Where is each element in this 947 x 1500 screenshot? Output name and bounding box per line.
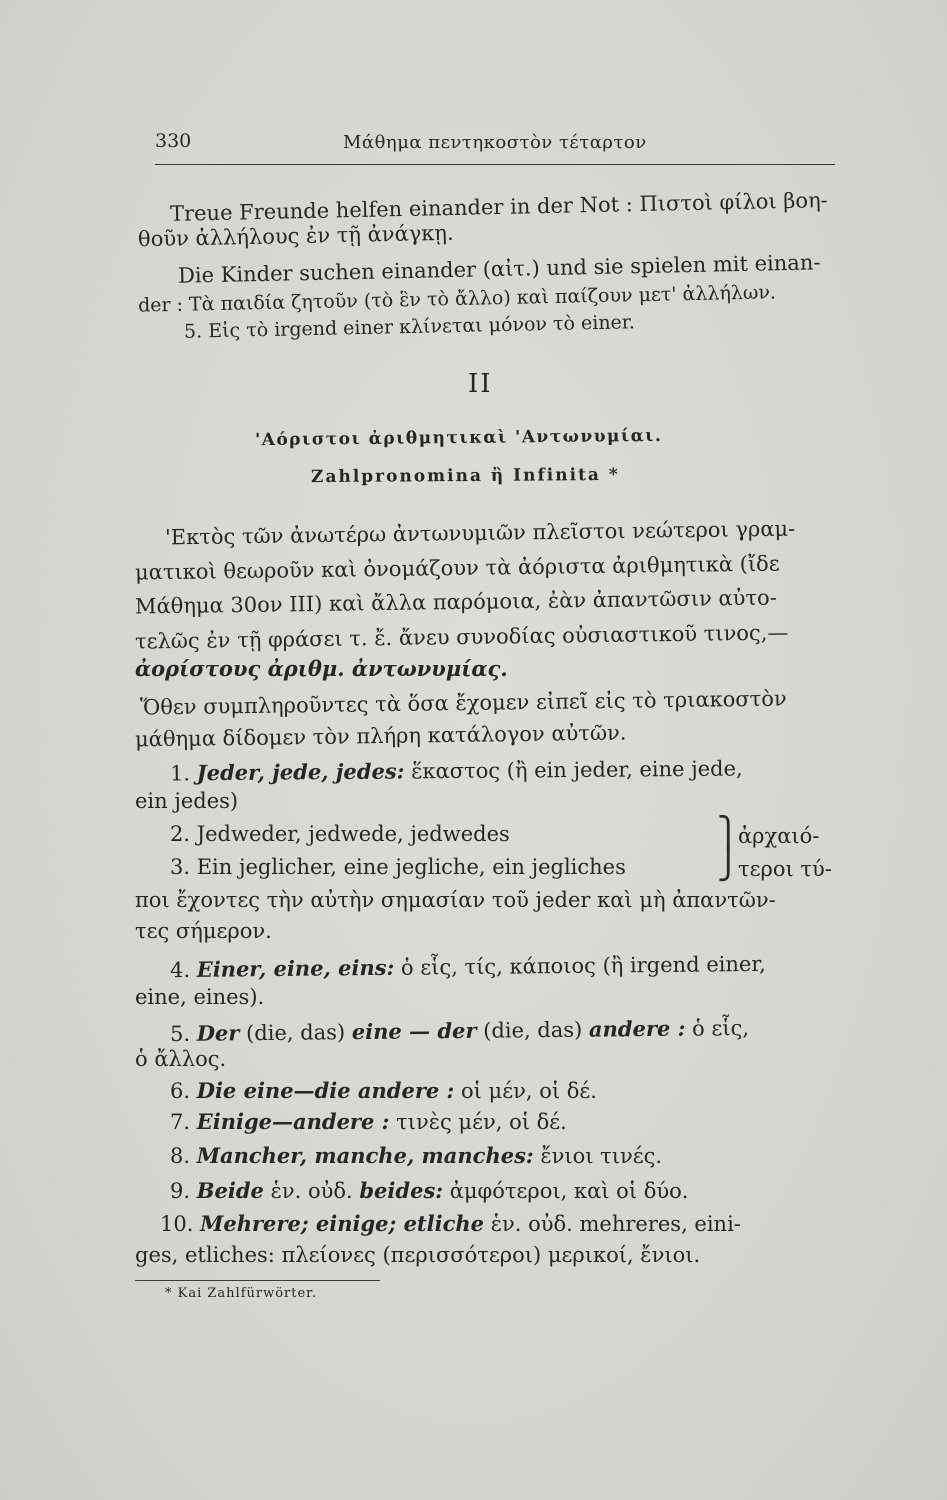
list-item-7-greek: τινὲς μέν, οἱ δέ. bbox=[396, 1110, 567, 1134]
list-item-4-cont: eine, eines). bbox=[135, 985, 265, 1009]
list-item-8-greek: ἔνιοι τινές. bbox=[540, 1144, 663, 1168]
section-title: 'Αόριστοι ἀριθμητικαὶ 'Αντωνυμίαι. bbox=[254, 425, 663, 451]
list-item-8-number: 8. bbox=[170, 1144, 191, 1168]
section-subtitle: Zahlpronomina ἢ Infinita * bbox=[310, 464, 620, 488]
list-item-7-number: 7. bbox=[170, 1110, 191, 1134]
list-item-2: 2. Jedweder, jedwede, jedwedes bbox=[170, 822, 510, 846]
list-item-9-german-1: Beide bbox=[196, 1178, 264, 1203]
list-item-9-german-2: beides: bbox=[359, 1178, 444, 1203]
paragraph-line-2: ματικοὶ θεωροῦν καὶ ὀνομάζουν τὰ ἀόριστα ἀριθμητικὰ (ἴδε bbox=[134, 551, 780, 585]
paragraph-line-6: Ὅθεν συμπληροῦντες τὰ ὅσα ἔχομεν εἰπεῖ εἰς τὸ τριακοστὸν bbox=[139, 686, 787, 720]
list-item-6-german: Die eine—die andere : bbox=[196, 1078, 455, 1103]
list-item-3-cont-1: ποι ἔχοντες τὴν αὐτὴν σημασίαν τοῦ jeder καὶ μὴ ἀπαντῶν- bbox=[135, 888, 776, 912]
paragraph-line-4: τελῶς ἐν τῇ φράσει τ. ἔ. ἄνευ συνοδίας οὐσιαστικοῦ τινος,— bbox=[134, 620, 789, 654]
list-item-9-number: 9. bbox=[170, 1179, 191, 1203]
footnote-rule bbox=[135, 1280, 380, 1281]
list-item-4-number: 4. bbox=[169, 957, 191, 983]
list-item-4-german: Einer, eine, eins: bbox=[196, 954, 395, 982]
intro-line-5: 5. Εἰς τὸ irgend einer κλίνεται μόνον τὸ einer. bbox=[183, 311, 636, 343]
intro-line-2: θοῦν ἀλλήλους ἐν τῇ ἀνάγκῃ. bbox=[137, 220, 454, 252]
list-item-1-german: Jeder, jede, jedes: bbox=[196, 758, 405, 786]
list-item-10-german: Mehrere; einige; etliche bbox=[200, 1211, 485, 1236]
running-title: Μάθημα πεντηκοστὸν τέταρτον bbox=[343, 132, 647, 153]
list-item-5-german-1: Der bbox=[196, 1020, 240, 1046]
list-item-5-german-3: andere : bbox=[588, 1015, 686, 1042]
list-item-10-greek: ἑν. οὐδ. mehreres, eini- bbox=[490, 1212, 741, 1236]
list-item-6 bbox=[170, 1077, 597, 1105]
paragraph-line-5: ἀορίστους ἀριθμ. ἀντωνυμίας. bbox=[135, 656, 508, 681]
list-item-2-right: ἀρχαιό- bbox=[738, 824, 820, 848]
list-item-9 bbox=[170, 1177, 688, 1205]
list-item-1-number: 1. bbox=[169, 761, 191, 786]
paragraph-line-7: μάθημα δίδομεν τὸν πλήρη κατάλογον αὐτῶν. bbox=[134, 720, 627, 752]
header-rule bbox=[155, 164, 835, 165]
list-item-8-german: Mancher, manche, manches: bbox=[196, 1143, 534, 1168]
list-item-3-right: τεροι τύ- bbox=[738, 857, 832, 881]
paragraph-line-3: Μάθημα 30ον III) καὶ ἄλλα παρόμοια, ἐὰν ἀπαντῶσιν αὐτο- bbox=[134, 585, 777, 619]
list-item-6-greek: οἱ μέν, οἱ δέ. bbox=[461, 1079, 597, 1103]
list-item-1-greek: ἕκαστος (ἢ ein jeder, eine jede, bbox=[411, 756, 743, 784]
list-item-3-cont-2: τες σήμερον. bbox=[135, 919, 272, 943]
list-item-5-mid-1: (die, das) bbox=[245, 1020, 346, 1046]
list-item-8 bbox=[170, 1142, 662, 1170]
list-item-1-cont: ein jedes) bbox=[135, 789, 239, 813]
list-item-5-german-2: eine — der bbox=[351, 1017, 477, 1045]
paragraph-line-1: 'Εκτὸς τῶν ἀνωτέρω ἀντωνυμιῶν πλεῖστοι νεώτεροι γραμ- bbox=[164, 516, 796, 550]
list-item-5-greek: ὁ εἷς, bbox=[691, 1015, 750, 1041]
list-item-6-number: 6. bbox=[170, 1079, 191, 1103]
list-item-3: 3. Ein jeglicher, eine jegliche, ein jegliches bbox=[170, 855, 626, 879]
brace-bottom: ⎭ bbox=[717, 847, 740, 882]
list-item-1 bbox=[170, 755, 743, 788]
list-item-7 bbox=[170, 1108, 567, 1136]
list-item-7-german: Einige—andere : bbox=[196, 1109, 390, 1134]
list-item-4 bbox=[170, 950, 766, 984]
list-item-5-number: 5. bbox=[169, 1021, 191, 1047]
list-item-10-cont: ges, etliches: πλείονες (περισσότεροι) μερικοί, ἔνιοι. bbox=[135, 1243, 701, 1267]
intro-line-3: Die Kinder suchen einander (αἰτ.) und sie spielen mit einan- bbox=[177, 250, 821, 288]
list-item-5 bbox=[170, 1014, 749, 1048]
footnote: * Kai Zahlfürwörter. bbox=[165, 1286, 318, 1301]
list-item-10 bbox=[160, 1210, 741, 1238]
list-item-9-mid: ἑν. οὐδ. bbox=[270, 1179, 353, 1203]
list-item-4-greek: ὁ εἷς, τίς, κάποιος (ἢ irgend einer, bbox=[400, 951, 766, 980]
page-header bbox=[155, 130, 835, 158]
list-item-5-cont: ὁ ἄλλος. bbox=[135, 1047, 227, 1071]
brace-top: ⎫ bbox=[717, 816, 740, 851]
list-item-10-number: 10. bbox=[160, 1212, 194, 1236]
section-number: II bbox=[468, 369, 493, 399]
page-number: 330 bbox=[155, 130, 192, 152]
intro-line-1: Treue Freunde helfen einander in der Not : Πιστοὶ φίλοι βοη- bbox=[169, 188, 828, 226]
list-item-5-mid-2: (die, das) bbox=[483, 1017, 583, 1043]
intro-line-4: der : Τὰ παιδία ζητοῦν (τὸ ἓν τὸ ἄλλο) καὶ παίζουν μετ' ἀλλήλων. bbox=[137, 281, 777, 317]
list-item-9-greek: ἀμφότεροι, καὶ οἱ δύο. bbox=[449, 1179, 689, 1203]
